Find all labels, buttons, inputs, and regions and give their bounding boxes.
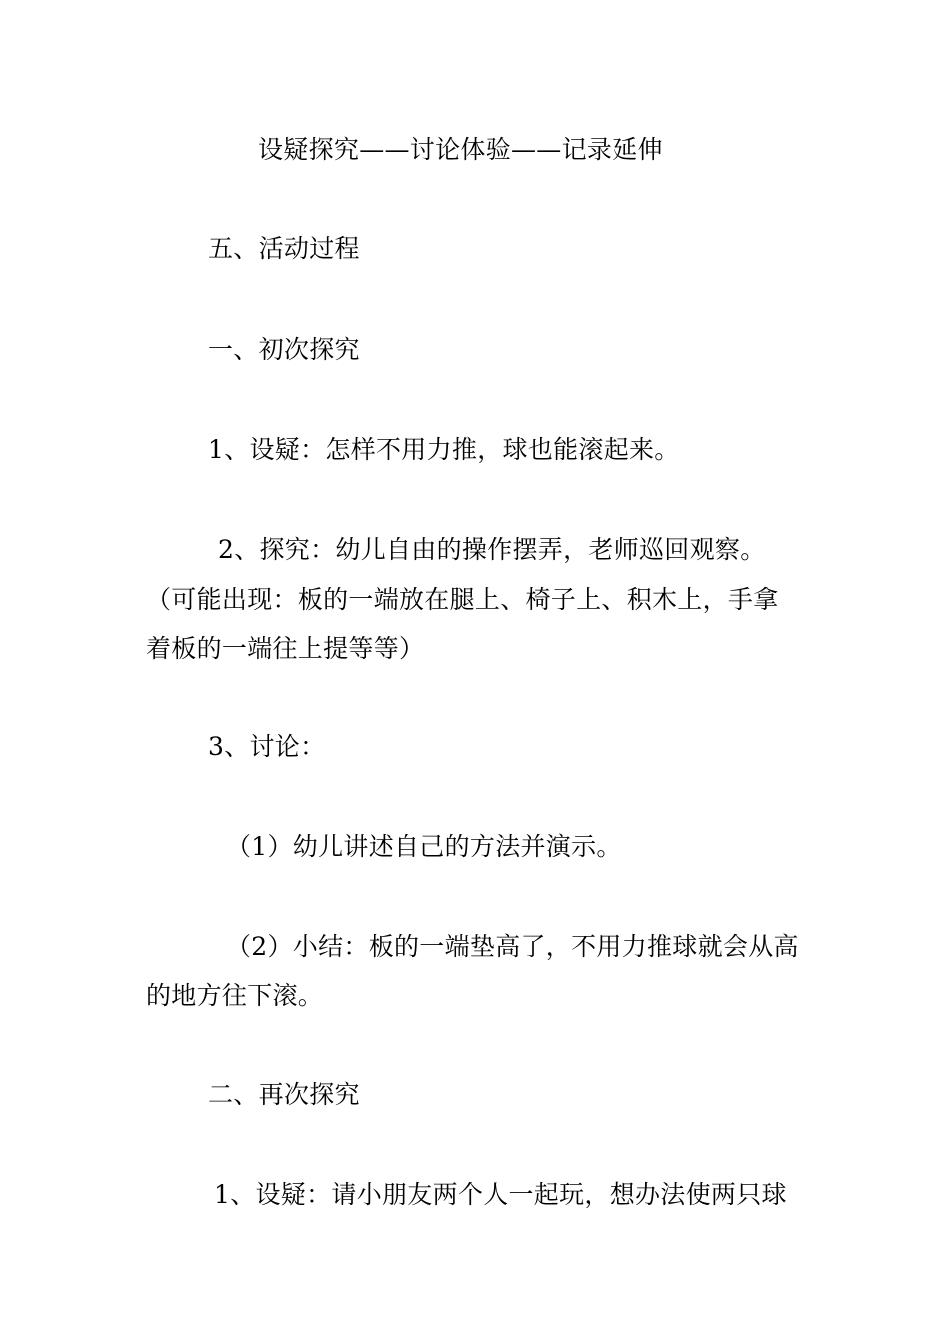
part-one-title: 一、初次探究 xyxy=(208,335,360,364)
part-one-item2-line3: 着板的一端往上提等等） xyxy=(146,634,425,663)
part-two-title: 二、再次探究 xyxy=(208,1080,360,1109)
part-one-item3-sub2-line2: 的地方往下滚。 xyxy=(146,981,324,1010)
part-one-item3-sub1: （1）幼儿讲述自己的方法并演示。 xyxy=(226,832,622,861)
part-one-item1: 1、设疑：怎样不用力推，球也能滚起来。 xyxy=(208,435,680,464)
section-five-title: 五、活动过程 xyxy=(208,234,360,263)
part-one-item3-sub2-line1: （2）小结：板的一端垫高了，不用力推球就会从高 xyxy=(226,932,799,961)
part-one-item2-line2: （可能出现：板的一端放在腿上、椅子上、积木上，手拿 xyxy=(146,585,779,614)
document-heading: 设疑探究——讨论体验——记录延伸 xyxy=(258,135,663,164)
part-one-item2-line1: 2、探究：幼儿自由的操作摆弄，老师巡回观察。 xyxy=(218,535,766,564)
part-one-item3: 3、讨论： xyxy=(208,732,326,761)
part-two-item1: 1、设疑：请小朋友两个人一起玩，想办法使两只球 xyxy=(214,1180,787,1209)
